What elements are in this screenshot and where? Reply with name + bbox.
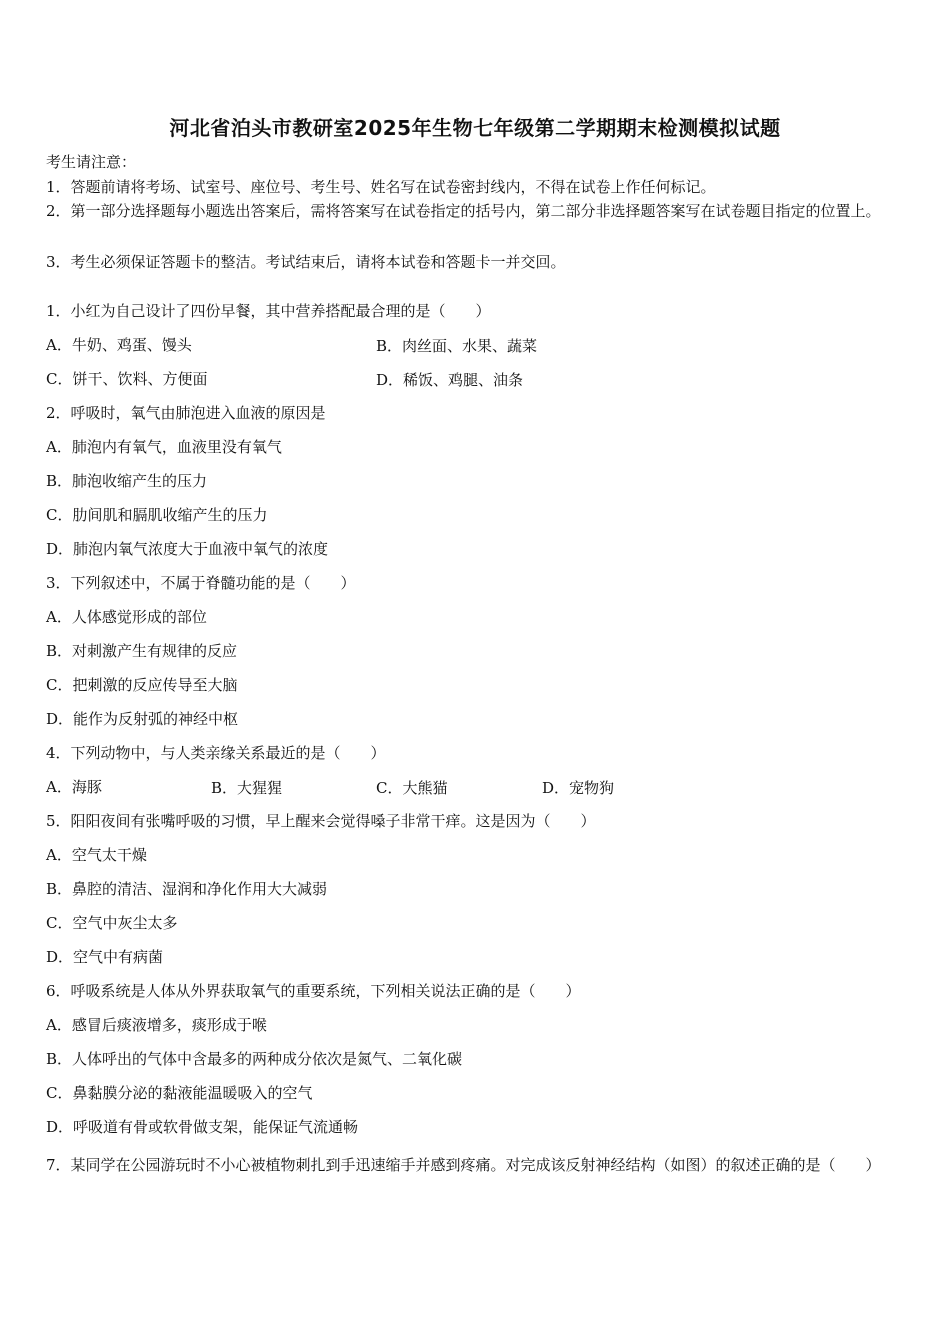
question-1-stem: 1．小红为自己设计了四份早餐，其中营养搭配最合理的是（ ） bbox=[46, 302, 491, 320]
option-b: B．大猩猩 bbox=[211, 779, 283, 797]
notice-item: 3．考生必须保证答题卡的整洁。考试结束后，请将本试卷和答题卡一并交回。 bbox=[46, 253, 566, 271]
notice-item: 1．答题前请将考场、试室号、座位号、考生号、姓名写在试卷密封线内，不得在试卷上作任何标记。 bbox=[46, 178, 716, 196]
question-5-stem: 5．阳阳夜间有张嘴呼吸的习惯，早上醒来会觉得嗓子非常干痒。这是因为（ ） bbox=[46, 812, 596, 830]
option-b: B．人体呼出的气体中含最多的两种成分依次是氮气、二氧化碳 bbox=[46, 1050, 463, 1068]
option-c: C．大熊猫 bbox=[376, 779, 448, 797]
option-d: D．稀饭、鸡腿、油条 bbox=[376, 371, 524, 389]
question-2-stem: 2．呼吸时，氧气由肺泡进入血液的原因是 bbox=[46, 404, 326, 422]
option-d: D．宠物狗 bbox=[542, 779, 615, 797]
option-a: A．感冒后痰液增多，痰形成于喉 bbox=[46, 1016, 267, 1034]
option-a: A．海豚 bbox=[46, 778, 102, 796]
question-4-stem: 4．下列动物中，与人类亲缘关系最近的是（ ） bbox=[46, 744, 386, 762]
option-c: C．饼干、饮料、方便面 bbox=[46, 370, 208, 388]
option-c: C．肋间肌和膈肌收缩产生的压力 bbox=[46, 506, 268, 524]
notice-heading: 考生请注意： bbox=[46, 153, 137, 171]
option-c: C．空气中灰尘太多 bbox=[46, 914, 178, 932]
option-b: B．鼻腔的清洁、湿润和净化作用大大减弱 bbox=[46, 880, 328, 898]
option-c: C．把刺激的反应传导至大脑 bbox=[46, 676, 238, 694]
notice-item: 2．第一部分选择题每小题选出答案后，需将答案写在试卷指定的括号内，第二部分非选择题答案写在试卷题目指定的位置上。 bbox=[46, 202, 881, 220]
option-a: A．人体感觉形成的部位 bbox=[46, 608, 207, 626]
option-a: A．牛奶、鸡蛋、馒头 bbox=[46, 336, 192, 354]
option-a: A．空气太干燥 bbox=[46, 846, 147, 864]
option-d: D．能作为反射弧的神经中枢 bbox=[46, 710, 239, 728]
option-d: D．空气中有病菌 bbox=[46, 948, 164, 966]
option-b: B．肺泡收缩产生的压力 bbox=[46, 472, 208, 490]
option-b: B．肉丝面、水果、蔬菜 bbox=[376, 337, 538, 355]
question-7-stem: 7．某同学在公园游玩时不小心被植物刺扎到手迅速缩手并感到疼痛。对完成该反射神经结构（如图）的叙述正确的是（ ） bbox=[46, 1156, 881, 1174]
question-6-stem: 6．呼吸系统是人体从外界获取氧气的重要系统，下列相关说法正确的是（ ） bbox=[46, 982, 581, 1000]
option-d: D．肺泡内氧气浓度大于血液中氧气的浓度 bbox=[46, 540, 329, 558]
option-c: C．鼻黏膜分泌的黏液能温暖吸入的空气 bbox=[46, 1084, 313, 1102]
option-b: B．对刺激产生有规律的反应 bbox=[46, 642, 238, 660]
question-3-stem: 3．下列叙述中，不属于脊髓功能的是（ ） bbox=[46, 574, 356, 592]
option-d: D．呼吸道有骨或软骨做支架，能保证气流通畅 bbox=[46, 1118, 359, 1136]
page-title: 河北省泊头市教研室2025年生物七年级第二学期期末检测模拟试题 bbox=[169, 116, 781, 140]
option-a: A．肺泡内有氧气，血液里没有氧气 bbox=[46, 438, 282, 456]
